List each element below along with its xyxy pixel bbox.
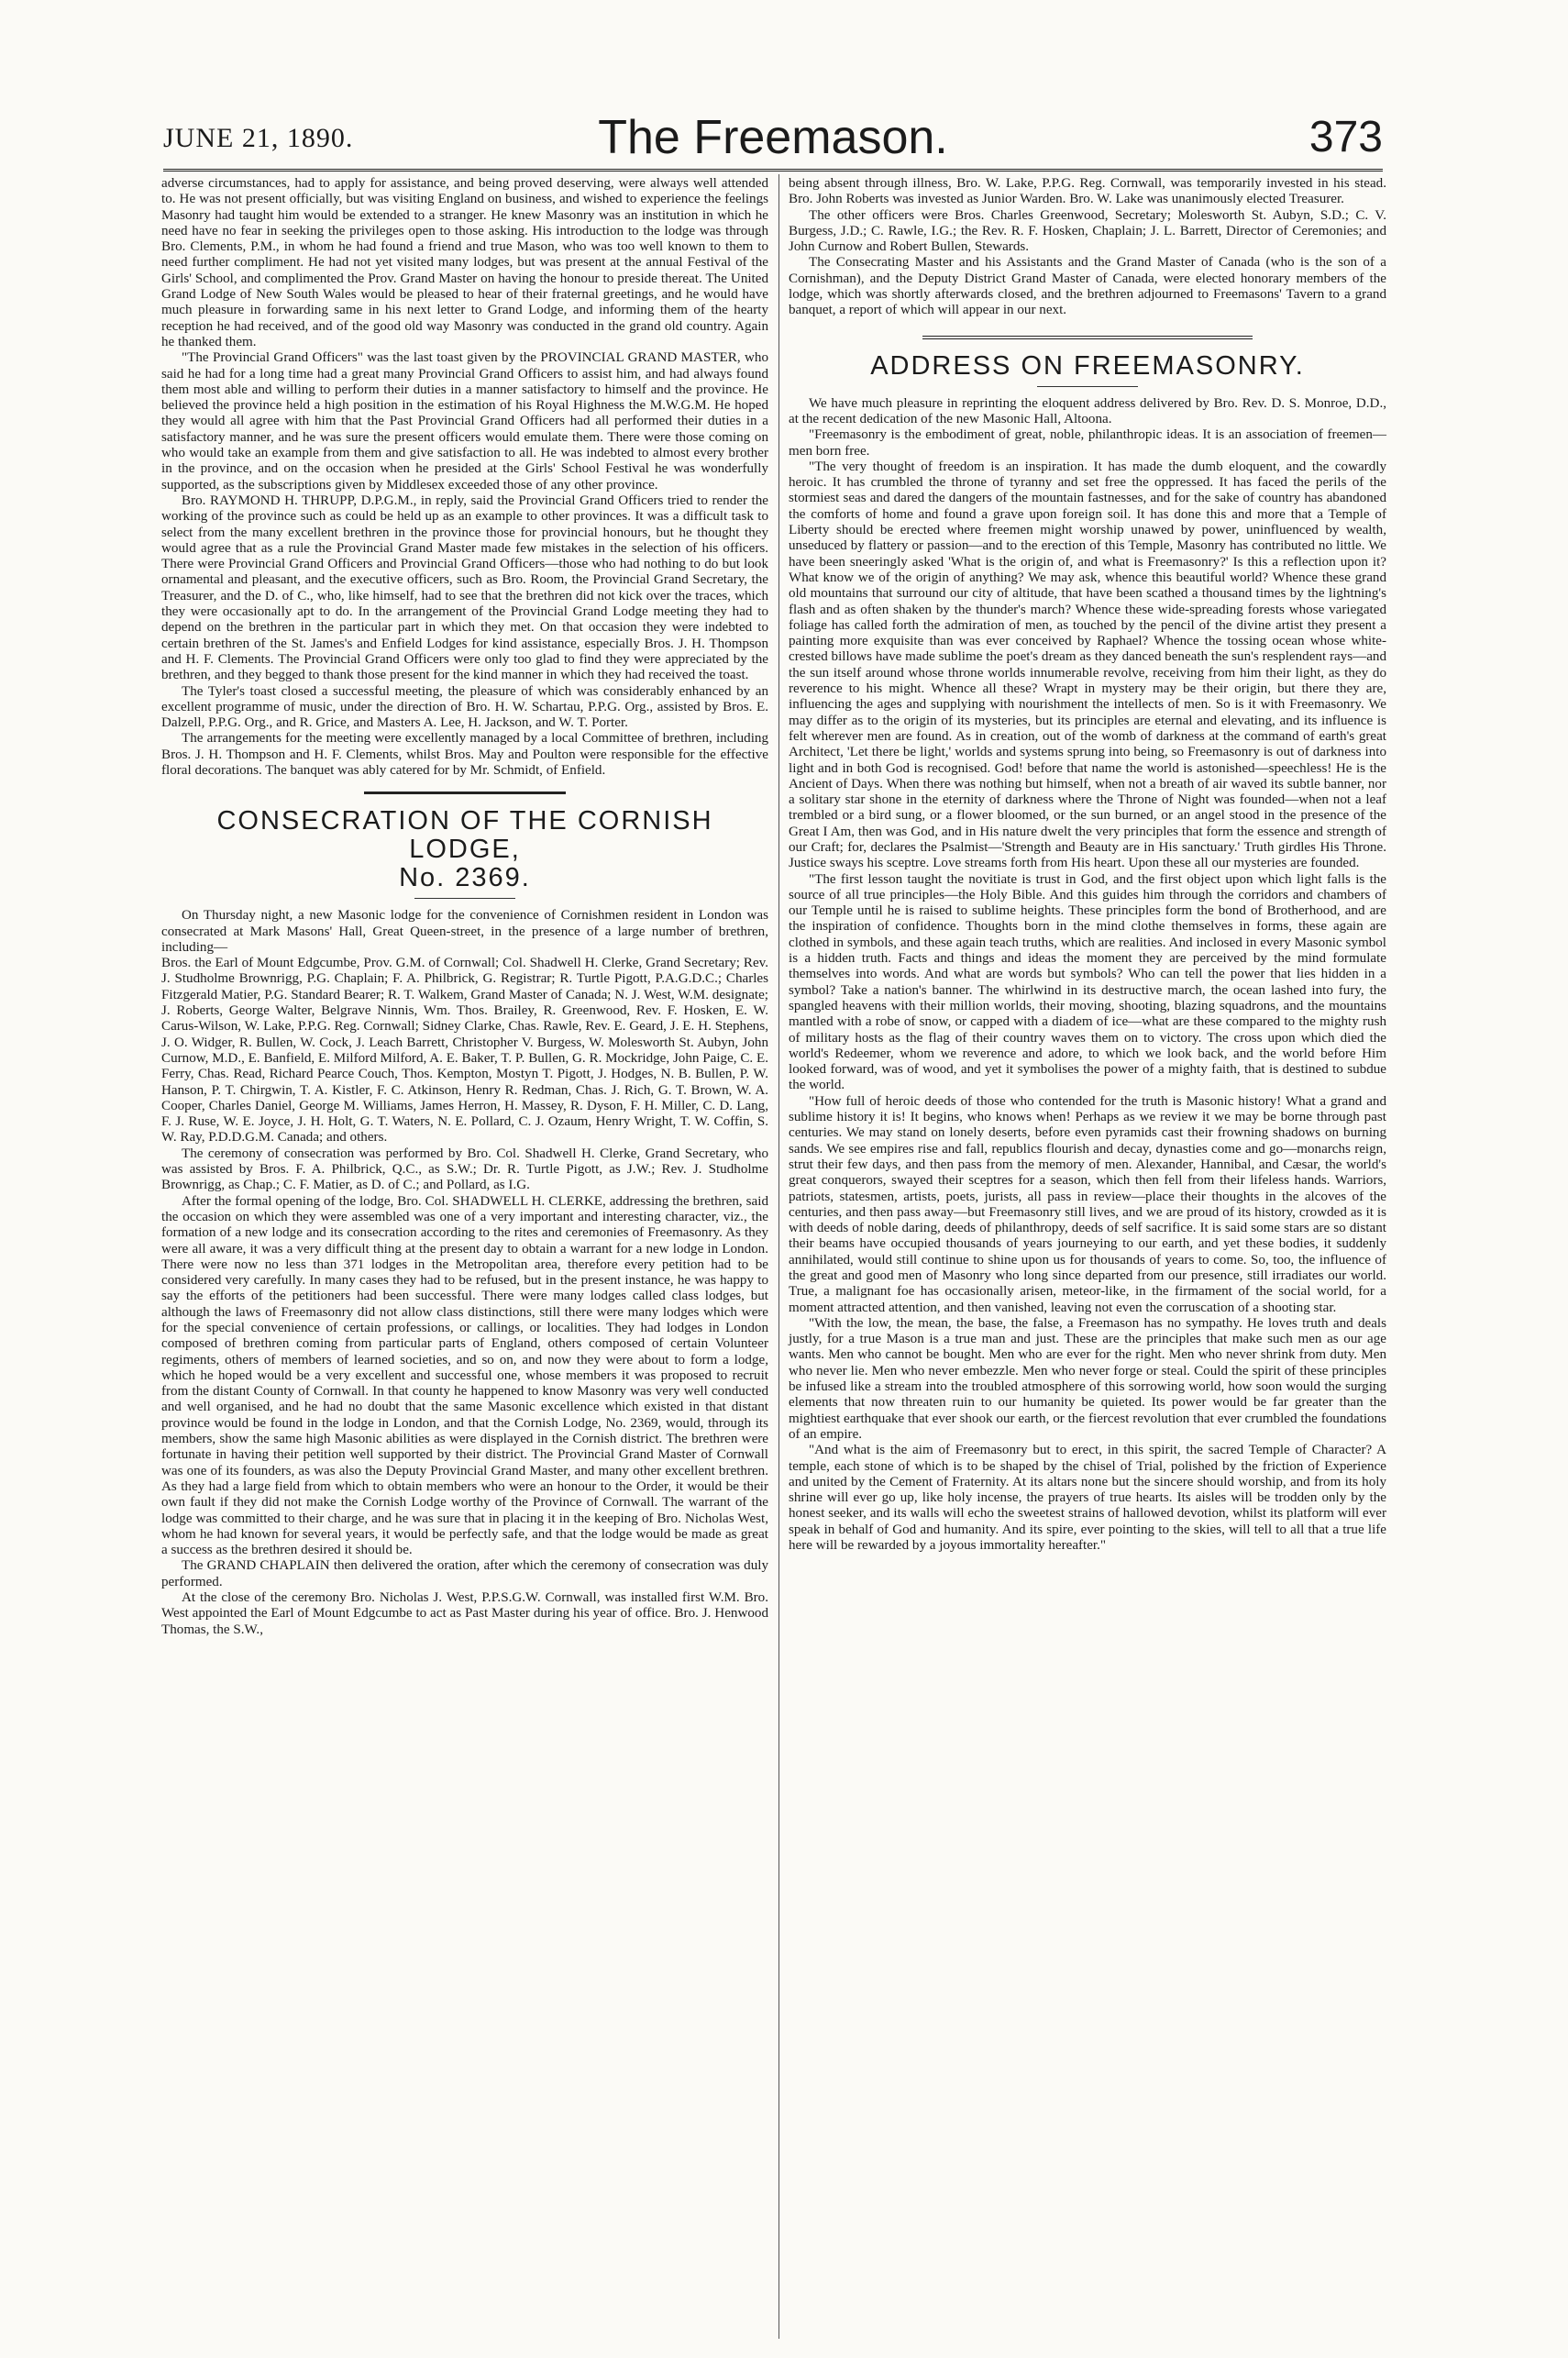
paragraph: "The Provincial Grand Officers" was the last toast given by the PROVINCIAL GRAND MASTER, who said he had for a long time had a great many Provincial Grand Officers to assist him, and had always found them most able and willing to perform their duties in a manner satisfactory to himself and the province. He believed the province held a high position in the estimation of his Royal Highness the M.W.G.M. He hoped they would all agree with him that the Past Provincial Grand Officers had all performed their duties in a satisfactory manner, and he was sure the present officers would emulate them. There were those coming on who would take an example from them and give satisfaction to all. He was indebted to almost every brother in the province, and on the occasion when he presided at the Girls' School Festival he was wonderfully supported, as the subscriptions given by Middlesex exceeded those of any other province. <box>161 350 768 493</box>
paragraph: adverse circumstances, had to apply for assistance, and being proved deserving, were always well attended to. He was not present officially, but was visiting England on business, and wished to experience the feelings Masonry had taught him would be extended to a stranger. He knew Masonry was an institution in which he need have no fear in seeking the privileges open to those asking. His introduction to the lodge was through Bro. Clements, P.M., in whom he had found a friend and true Mason, who was too well known to them to need further compliment. He had not yet visited many lodges, but was present at the annual Festival of the Girls' School, and complimented the Prov. Grand Master on having the honour to preside thereat. The United Grand Lodge of New South Wales would be pleased to hear of their fraternal greetings, and he would have much pleasure in forwarding same in his next letter to Grand Lodge, and informing them of the hearty reception he had received, and of the good old way Masonry was conducted in the grand old country. Again he thanked them. <box>161 176 768 349</box>
paragraph: We have much pleasure in reprinting the eloquent address delivered by Bro. Rev. D. S. Monroe, D.D., at the recent dedication of the new Masonic Hall, Altoona. <box>789 395 1386 426</box>
heading-line: No. 2369. <box>399 863 531 893</box>
heading-rule <box>414 898 515 899</box>
article-heading-address: ADDRESS ON FREEMASONRY. <box>870 350 1305 381</box>
paragraph: On Thursday night, a new Masonic lodge for the convenience of Cornishmen resident in London was consecrated at Mark Masons' Hall, Great Queen-street, in the presence of a large number of brethren, including— <box>161 908 768 955</box>
paragraph: The ceremony of consecration was performed by Bro. Col. Shadwell H. Clerke, Grand Secretary, who was assisted by Bros. F. A. Philbrick, Q.C., as S.W.; Dr. R. Turtle Pigott, as J.W.; Rev. J. Studholme Brownrigg, as Chap.; C. F. Matier, as D. of C.; and Pollard, as I.G. <box>161 1146 768 1193</box>
article-heading-consecration <box>161 807 768 892</box>
paragraph: "With the low, the mean, the base, the false, a Freemason has no sympathy. He loves truth and deals justly, for a true Mason is a true man and just. These are the principles that make such men as our age wants. Men who cannot be bought. Men who are ever for the right. Men who never shrink from duty. Men who never lie. Men who never embezzle. Men who never forge or steal. Could the spirit of these principles be infused like a stream into the troubled atmosphere of this sorrowing world, how soon would the surging elements that now threaten ruin to our humanity be quieted. Its power would be far greater than the mightiest earthquake that ever shook our earth, or the fiercest revolution that ever crumbled the foundations of an empire. <box>789 1315 1386 1442</box>
masthead <box>163 110 1383 165</box>
paragraph: "The first lesson taught the novitiate is trust in God, and the first object upon which light falls is the source of all true principles—the Holy Bible. And this guides him through the corridors and chambers of our Temple until he is raised to sublime heights. These principles form the bond of Brotherhood, and are the inspiration of confidence. Thoughts born in the mind clothe themselves in forms, these again are clothed in symbols, and these again teach truths, which are realities. And inclosed in every Masonic symbol is a hidden truth. Facts and things and ideas the moment they are perceived by the mind formulate themselves into words. And what are words but symbols? Who can tell the power that lies hidden in a symbol? Take a nation's banner. The whirlwind in its destructive march, the ocean lashed into fury, the spangled heavens with their million worlds, their moving, shooting, blazing squadrons, and the mountains mantled with a robe of snow, or capped with a diadem of ice—what are these compared to the mighty rush of military hosts as the flag of their country waves them on to victory. The cross upon which died the world's Redeemer, whom we reverence and adore, to which we look back, and the world before Him looked forward, was of wood, and yet it symbolises the power of a mighty faith, that is destined to subdue the world. <box>789 871 1386 1093</box>
paragraph: "And what is the aim of Freemasonry but to erect, in this spirit, the sacred Temple of Character? A temple, each stone of which is to be shaped by the chisel of Trial, polished by the friction of Experience and united by the Cement of Fraternity. At its altars none but the sincere should worship, and from its holy shrine will ever go up, like holy incense, the prayers of true hearts. Its aisles will be trodden only by the honest seeker, and its walls will echo the sweetest strains of hallowed devotion, whilst its platform will ever speak in behalf of God and humanity. And its spire, ever pointing to the skies, will tell to all that a true life here will be rewarded by a joyous immortality hereafter." <box>789 1443 1386 1554</box>
section-rule <box>364 792 566 794</box>
issue-date: JUNE 21, 1890. <box>163 123 354 153</box>
heading-rule <box>1037 386 1138 387</box>
paragraph: The arrangements for the meeting were excellently managed by a local Committee of brethren, including Bros. J. H. Thompson and H. F. Clements, whilst Bros. May and Poulton were responsible for the effective floral decorations. The banquet was ably catered for by Mr. Schmidt, of Enfield. <box>161 731 768 778</box>
paragraph: "Freemasonry is the embodiment of great, noble, philanthropic ideas. It is an association of freemen—men born free. <box>789 427 1386 459</box>
paragraph: After the formal opening of the lodge, Bro. Col. SHADWELL H. CLERKE, addressing the brethren, said the occasion on which they were assembled was one of a very important and interesting character, viz., the formation of a new lodge and its consecration according to the rites and ceremonies of Freemasonry. As they were all aware, it was a very difficult thing at the present day to obtain a warrant for a new lodge in London. There were now no less than 371 lodges in the Metropolitan area, therefore every petition had to be considered very carefully. In many cases they had to be refused, but in the present instance, he was happy to say the efforts of the petitioners had been successful. There were many lodges called class lodges, but although the laws of Freemasonry did not allow class distinctions, still there were many lodges which were for the special convenience of certain professions, or callings, or localities. They had lodges in London composed of brethren coming from particular parts of England, others composed of certain Volunteer regiments, others of members of learned societies, and so on, and now they were about to form a lodge, which he hoped would be a very excellent and successful one, whose members it was proposed to recruit from the distant County of Cornwall. In that county he happened to know Masonry was very well conducted and well organised, and he had no doubt that the same Masonic excellence which existed in that distant province would be found in the lodge in London, and that the Cornish Lodge, No. 2369, would, through its members, show the same high Masonic abilities as were displayed in the Cornish district. The brethren were fortunate in having their petition well supported by their district. The Provincial Grand Master of Cornwall was one of its founders, as was also the Deputy Provincial Grand Master, and many other excellent brethren. As they had a large field from which to obtain members who were an honour to the Order, it would be their own fault if they did not make the Cornish Lodge worthy of the Province of Cornwall. The warrant of the lodge was committed to their charge, and he was sure that in placing it in the keeping of Bro. Nicholas West, whom he had known for several years, it would be perfectly safe, and that the lodge would be made as great a success as the brethren desired it should be. <box>161 1193 768 1558</box>
masthead-rule <box>163 169 1383 172</box>
paragraph: The GRAND CHAPLAIN then delivered the oration, after which the ceremony of consecration was duly performed. <box>161 1558 768 1589</box>
paragraph: The Tyler's toast closed a successful meeting, the pleasure of which was considerably enhanced by an excellent programme of music, under the direction of Bro. H. W. Schartau, P.P.G. Org., assisted by Bros. E. Dalzell, P.P.G. Org., and R. Grice, and Masters A. Lee, H. Jackson, and W. T. Porter. <box>161 683 768 731</box>
page-number: 373 <box>1309 113 1383 161</box>
left-column <box>161 176 768 1638</box>
right-column <box>789 176 1386 1554</box>
paragraph: The Consecrating Master and his Assistants and the Grand Master of Canada (who is the son of a Cornishman), and the Deputy District Grand Master of Canada, were elected honorary members of the lodge, which was shortly afterwards closed, and the brethren adjourned to Freemasons' Tavern to a grand banquet, a report of which will appear in our next. <box>789 255 1386 318</box>
paragraph: "How full of heroic deeds of those who contended for the truth is Masonic history! What a grand and sublime history it is! It begins, who knows when! Perhaps as we review it we may be borne through past centuries. We may stand on lonely deserts, before even pyramids cast their frowning shadows on burning sands. We see empires rise and fall, republics flourish and decay, dynasties come and go—monarchs reign, strut their few days, and then pass from the memory of men. Alexander, Hannibal, and Cæsar, the world's great conquerors, swayed their sceptres for a season, which then fell from their lifeless hands. Warriors, patriots, statesmen, artists, poets, jurists, all pass in review—place their thoughts in the alcoves of the centuries, and then pass away—but Freemasonry still lives, and we are proud of its history, crowded as it is with deeds of noble daring, deeds of philanthropy, deeds of self sacrifice. It is said some stars are so distant their beams have occupied thousands of years journeying to our earth, and yet these bodies, it suddenly annihilated, would still continue to shine upon us for thousands of years to come. So, too, the influence of the great and good men of Masonry who long since departed from our presence, still irradiates our world. True, a malignant foe has occasionally arisen, meteor-like, in the firmament of the social world, for a moment attracted attention, and then vanished, leaving not even the corruscation of a shooting star. <box>789 1093 1386 1315</box>
paragraph: The other officers were Bros. Charles Greenwood, Secretary; Molesworth St. Aubyn, S.D.; C. V. Burgess, J.D.; C. Rawle, I.G.; the Rev. R. F. Hosken, Chaplain; J. L. Barrett, Director of Ceremonies; and John Curnow and Robert Bullen, Stewards. <box>789 207 1386 255</box>
attendee-list: Bros. the Earl of Mount Edgcumbe, Prov. G.M. of Cornwall; Col. Shadwell H. Clerke, Grand Secretary; Rev. J. Studholme Brownrigg, P.G. Chaplain; F. A. Philbrick, G. Registrar; R. Turtle Pigott, P.A.G.D.C.; Charles Fitzgerald Matier, P.G. Standard Bearer; R. T. Walkem, Grand Master of Canada; N. J. West, W.M. designate; J. Roberts, George Walter, Belgrave Ninnis, Wm. Thos. Brailey, R. Greenwood, Rev. F. Hosken, E. W. Carus-Wilson, W. Lake, P.P.G. Reg. Cornwall; Sidney Clarke, Chas. Rawle, Rev. E. Geard, J. E. H. Stephens, J. O. Widger, R. Bullen, W. Cock, J. Leach Barrett, Christopher V. Burgess, W. Molesworth St. Aubyn, John Curnow, M.D., E. Banfield, E. Milford Milford, A. E. Baker, T. P. Bullen, G. R. Mockridge, John Paige, C. E. Ferry, Chas. Read, Richard Pearce Couch, Thos. Kempton, Mostyn T. Pigott, J. Hodges, N. B. Bullen, P. W. Hanson, P. T. Chirgwin, T. A. Kistler, F. C. Atkinson, Henry R. Redman, Chas. J. Rich, G. T. Brown, W. A. Cooper, Charles Daniel, George M. Williams, James Herron, H. Massey, R. Dyson, F. H. Miller, C. D. Lang, F. J. Ruse, W. E. Joyce, J. H. Holt, G. T. Waters, N. E. Pollard, C. J. Ozaum, Henry Wright, T. W. Coffin, S. W. Ray, P.D.D.G.M. Canada; and others. <box>161 956 768 1146</box>
publication-title: The Freemason. <box>598 111 948 164</box>
paragraph: At the close of the ceremony Bro. Nicholas J. West, P.P.S.G.W. Cornwall, was installed first W.M. Bro. West appointed the Earl of Mount Edgcumbe to act as Past Master during his year of office. Bro. J. Henwood Thomas, the S.W., <box>161 1590 768 1637</box>
paragraph: being absent through illness, Bro. W. Lake, P.P.G. Reg. Cornwall, was temporarily invested in his stead. Bro. John Roberts was invested as Junior Warden. Bro. W. Lake was unanimously elected Treasurer. <box>789 176 1386 207</box>
section-rule <box>922 336 1253 339</box>
paragraph: "The very thought of freedom is an inspiration. It has made the dumb eloquent, and the cowardly heroic. It has crumbled the throne of tyranny and set free the oppressed. It has faced the perils of the stormiest seas and dared the dangers of the mountain fastnesses, and for the sake of country has abandoned the comforts of home and found a grave upon foreign soil. It has done this and more that a Temple of Liberty should be erected where freemen might worship unawed by power, uninfluenced by wealth, unseduced by flattery or passion—and to the erection of this Temple, Masonry has contributed no little. We have been sneeringly asked 'What is the origin of, and what is Freemasonry?' Is this a reflection upon it? What know we of the origin of anything? We may ask, whence this beautiful world? Whence these grand old mountains that surround our city of altitude, that have been scathed a thousand times by the lightning's flash and as often shaken by the thunder's march? Whence these wide-spreading forests whose variegated foliage has called forth the admiration of men, as touched by the pencil of the divine artist they present a painting more exquisite than was ever conceived by Raphael? Whence the tossing ocean whose white-crested billows have made sublime the poet's dream as they danced beneath the sun's resplendent rays—and the sun itself around whose throne worlds innumerable revolve, receiving from him their light, as they do reverence to his might. Whence all these? Wrapt in mystery may be their origin, but there they are, influencing the ages and supplying with nourishment the intellects of men. So is it with Freemasonry. We may differ as to the origin of its mysteries, but its principles are eternal and elevating, and its influence is felt wherever men are found. As in creation, out of the womb of darkness at the command of earth's great Architect, 'Let there be light,' worlds and systems sprung into being, so Freemasonry is out of darkness into light and in both God is recognised. God! before that name the world is astonished—speechless! He is the Ancient of Days. When there was nothing but himself, when not a breath of air waved its subtle banner, nor a solitary star shone in the eternity of darkness where the Throne of Night was founded—when not a leaf trembled or a bird sung, or a flower bloomed, or the sun burned, or an angel stood in the presence of the Great I Am, then was God, and in His nature dwelt the very principles that form the essence and strength of our Craft; for, declares the Psalmist—'Strength and Beauty are in His sanctuary.' Truth girdles His Throne. Justice sways his sceptre. Love streams forth from His heart. Upon these all our mysteries are founded. <box>789 459 1386 871</box>
paragraph: Bro. RAYMOND H. THRUPP, D.P.G.M., in reply, said the Provincial Grand Officers tried to render the working of the province such as could be held up as an example to other provinces. It was a difficult task to select from the many excellent brethren in the province those for provincial honours, but he thought they would agree that as a rule the Provincial Grand Master made few mistakes in the selection of his officers. There were Provincial Grand Officers and Provincial Grand Officers—those who had nothing to do but look ornamental and pleasant, and the executive officers, such as Bro. Room, the Provincial Grand Secretary, the Treasurer, and the D. of C., who, like himself, had to see that the brethren did not kick over the traces, which they were occasionally apt to do. In the arrangement of the Provincial Grand Lodge meeting they had to depend on the brethren in the particular part in which they met. On that occasion they were indebted to certain brethren of the St. James's and Enfield Lodges for kind assistance, especially Bros. J. H. Thompson and H. F. Clements. The Provincial Grand Officers were only too glad to find they were appreciated by the brethren, and they begged to thank those present for the kind manner in which they had received the toast. <box>161 493 768 683</box>
heading-line: CONSECRATION OF THE CORNISH LODGE, <box>216 806 713 865</box>
column-divider <box>778 174 779 2339</box>
